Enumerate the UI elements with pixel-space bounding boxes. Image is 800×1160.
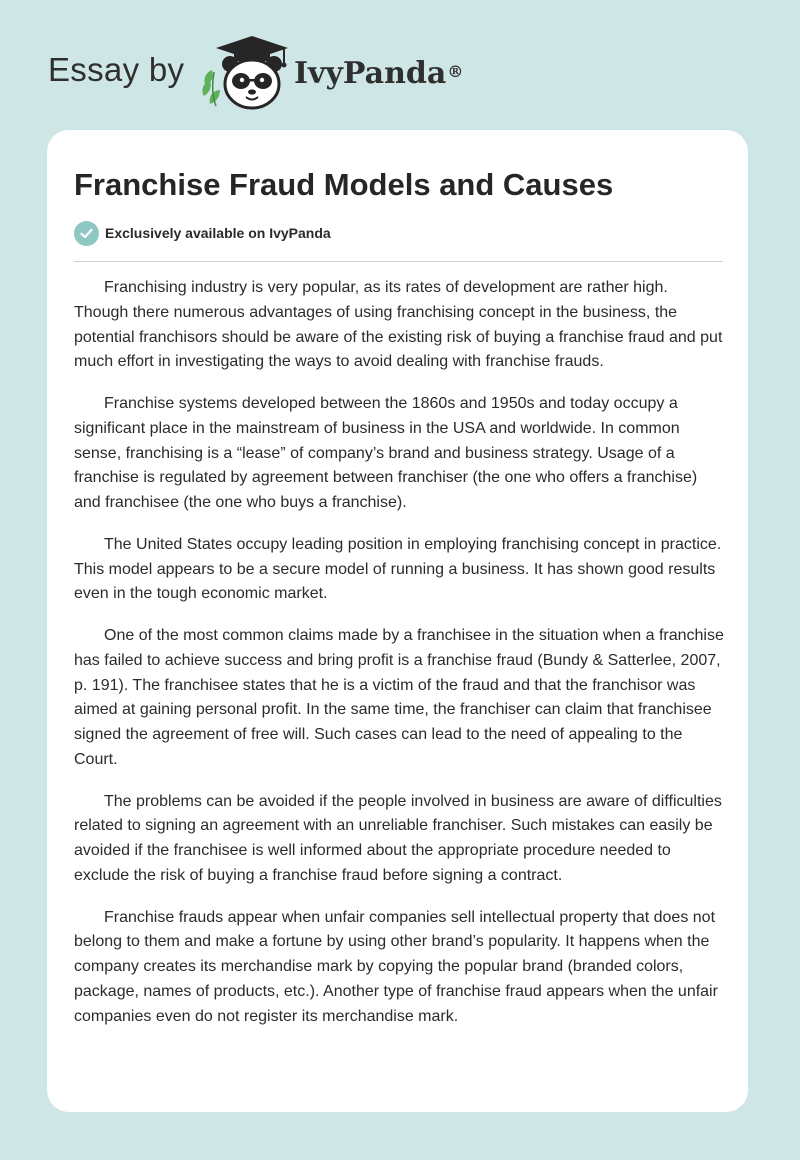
paragraph: The United States occupy leading position in employing franchising concept in practice. This model appears to be a secure model of running a business. It has shown good results even in the tough economic market. [74, 535, 722, 603]
page-title: Franchise Fraud Models and Causes [74, 167, 614, 202]
paragraph: One of the most common claims made by a franchisee in the situation when a franchise has failed to achieve success and bring profit is a franchise fraud (Bundy & Satterlee, 2007, p. 191). The franchisee states that he is a victim of the fraud and that the franchisor was aimed at gaining personal profit. In the same time, the franchiser can claim that franchisee signed the agreement of free will. Such cases can lead to the need of appealing to the Court. [74, 626, 724, 768]
paragraph: The problems can be avoided if the people involved in business are aware of difficulties related to signing an agreement with an unreliable franchiser. Such mistakes can easily be avoided if the franchisee is well informed about the appropriate procedure needed to exclude the risk of buying a franchise fraud before signing a contract. [74, 792, 722, 884]
brand-name [294, 54, 463, 94]
essay-body [74, 276, 726, 1046]
essay-card [47, 130, 748, 1112]
paragraph: Franchising industry is very popular, as its rates of development are rather high. Though there numerous advantages of using franchising concept in the business, the potential franchisors should be aware of the existing risk of buying a franchise fraud and put much effort in investigating the ways to avoid dealing with franchise frauds. [74, 279, 723, 371]
check-icon [74, 221, 99, 246]
brand-name-text: IvyPanda [294, 56, 447, 91]
exclusive-badge [74, 220, 331, 246]
panda-mascot-icon [200, 34, 292, 110]
site-header [0, 0, 800, 130]
brand-prefix: Essay by [48, 51, 185, 88]
registered-mark: ® [447, 62, 464, 81]
badge-label: Exclusively available on IvyPanda [105, 225, 331, 241]
title-divider [74, 261, 723, 262]
paragraph: Franchise systems developed between the 1860s and 1950s and today occupy a significant place in the mainstream of business in the USA and worldwide. In common sense, franchising is a “lease” of company’s brand and business strategy. Usage of a franchise is regulated by agreement between franchiser (the one who offers a franchise) and franchisee (the one who buys a franchise). [74, 394, 698, 512]
paragraph: Franchise frauds appear when unfair companies sell intellectual property that does not belong to them and make a fortune by using other brand’s popularity. It happens when the company creates its merchandise mark by copying the popular brand (branded colors, package, names of products, etc.). Another type of franchise fraud appears when the unfair companies even do not register its merchandise mark. [74, 908, 718, 1025]
